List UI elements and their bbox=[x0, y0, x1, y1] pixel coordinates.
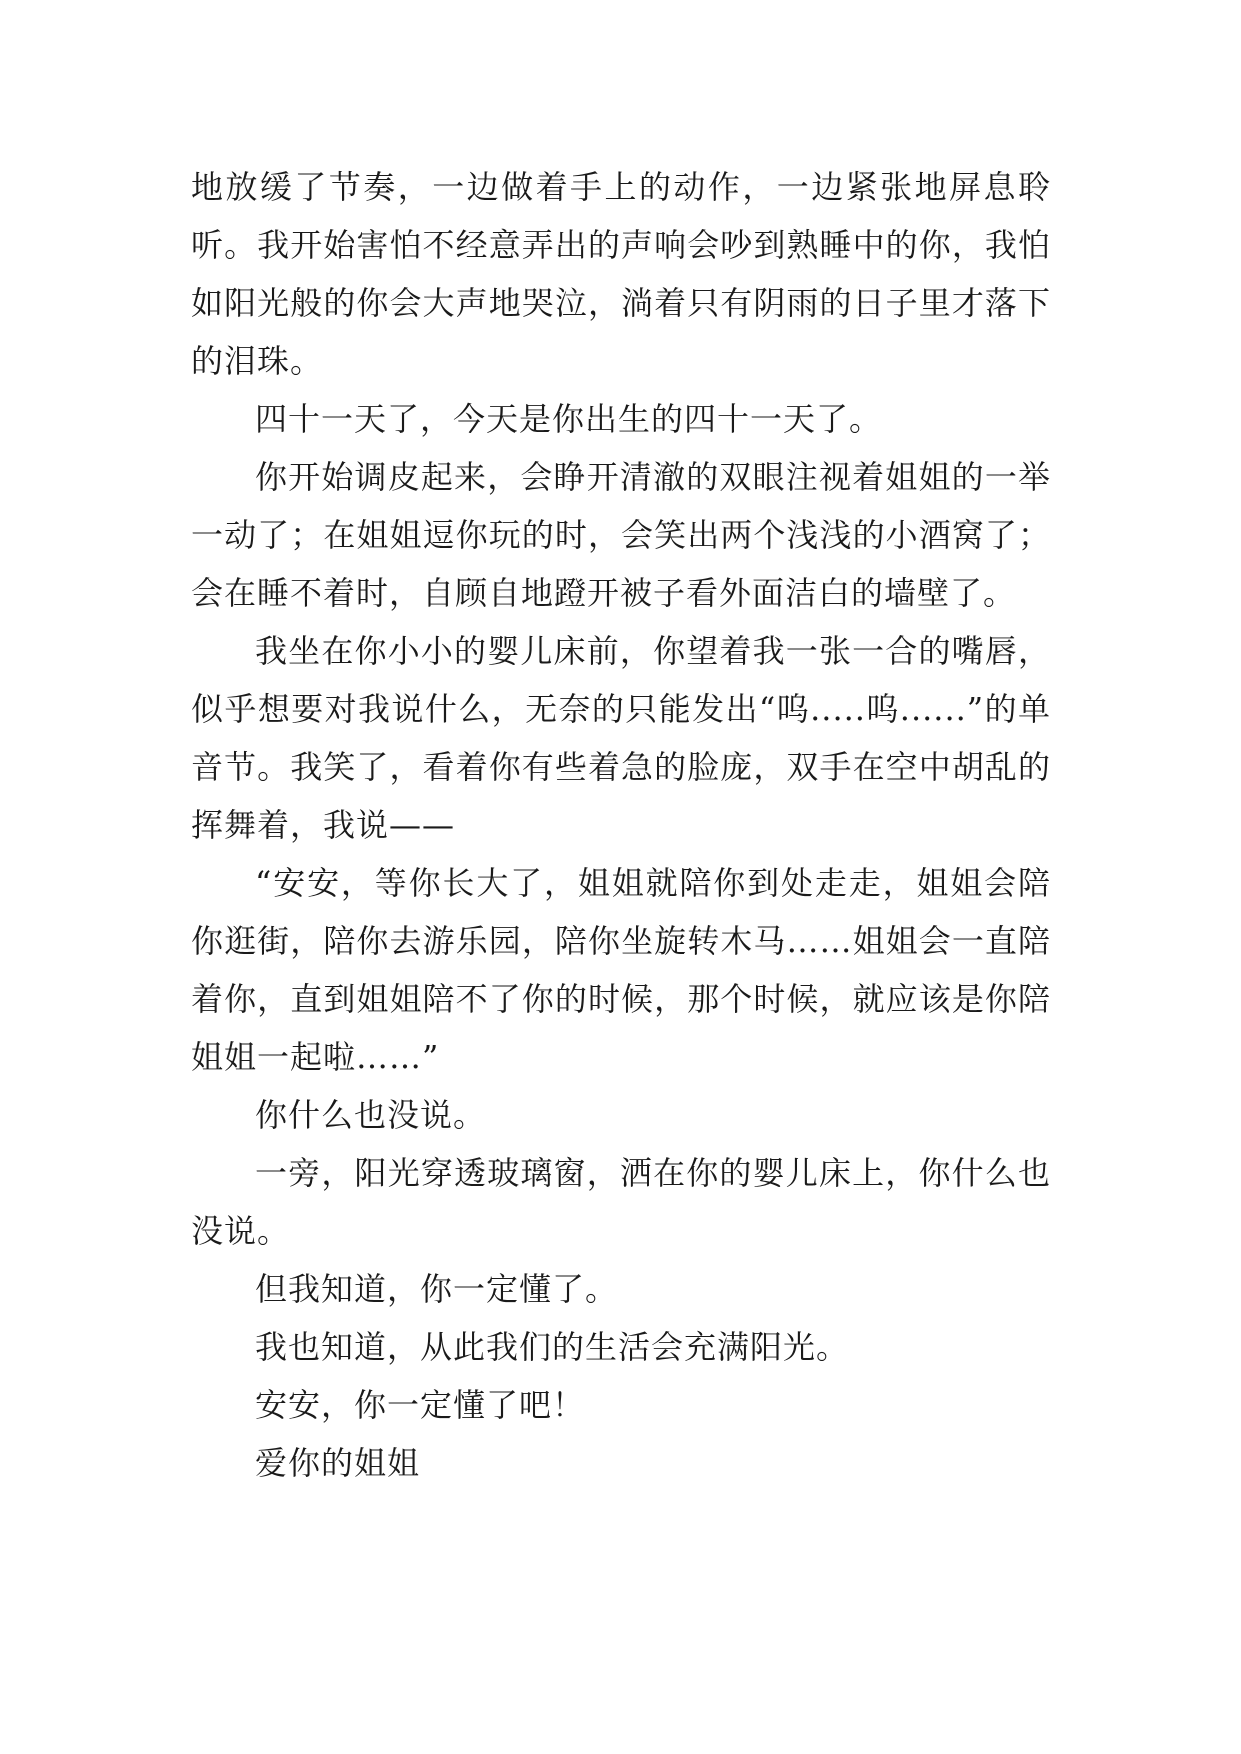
paragraph-9: 我也知道，从此我们的生活会充满阳光。 bbox=[255, 1328, 850, 1366]
paragraph-7: 一旁，阳光穿透玻璃窗，洒在你的婴儿床上，你什么也没说。 bbox=[191, 1154, 1051, 1250]
paragraph-1: 地放缓了节奏，一边做着手上的动作，一边紧张地屏息聆听。我开始害怕不经意弄出的声响会吵到熟睡中的你，我怕如阳光般的你会大声地哭泣，淌着只有阴雨的日子里才落下的泪珠。 bbox=[191, 168, 1051, 380]
paragraph-6: 你什么也没说。 bbox=[255, 1096, 487, 1134]
signature-line: 爱你的姐姐 bbox=[255, 1444, 421, 1482]
paragraph-4: 我坐在你小小的婴儿床前，你望着我一张一合的嘴唇，似乎想要对我说什么，无奈的只能发出“呜.....呜......”的单音节。我笑了，看着你有些着急的脸庞，双手在空中胡乱的挥舞着，我说—— bbox=[191, 632, 1051, 844]
paragraph-3: 你开始调皮起来，会睁开清澈的双眼注视着姐姐的一举一动了；在姐姐逗你玩的时，会笑出两个浅浅的小酒窝了；会在睡不着时，自顾自地蹬开被子看外面洁白的墙壁了。 bbox=[191, 458, 1051, 612]
paragraph-10: 安安，你一定懂了吧！ bbox=[255, 1386, 586, 1424]
paragraph-5: “安安，等你长大了，姐姐就陪你到处走走，姐姐会陪你逛街，陪你去游乐园，陪你坐旋转木马……姐姐会一直陪着你，直到姐姐陪不了你的时候，那个时候，就应该是你陪姐姐一起啦……” bbox=[191, 864, 1051, 1076]
paragraph-8: 但我知道，你一定懂了。 bbox=[255, 1270, 619, 1308]
paragraph-2: 四十一天了，今天是你出生的四十一天了。 bbox=[255, 400, 883, 438]
letter-body bbox=[191, 158, 1051, 1492]
